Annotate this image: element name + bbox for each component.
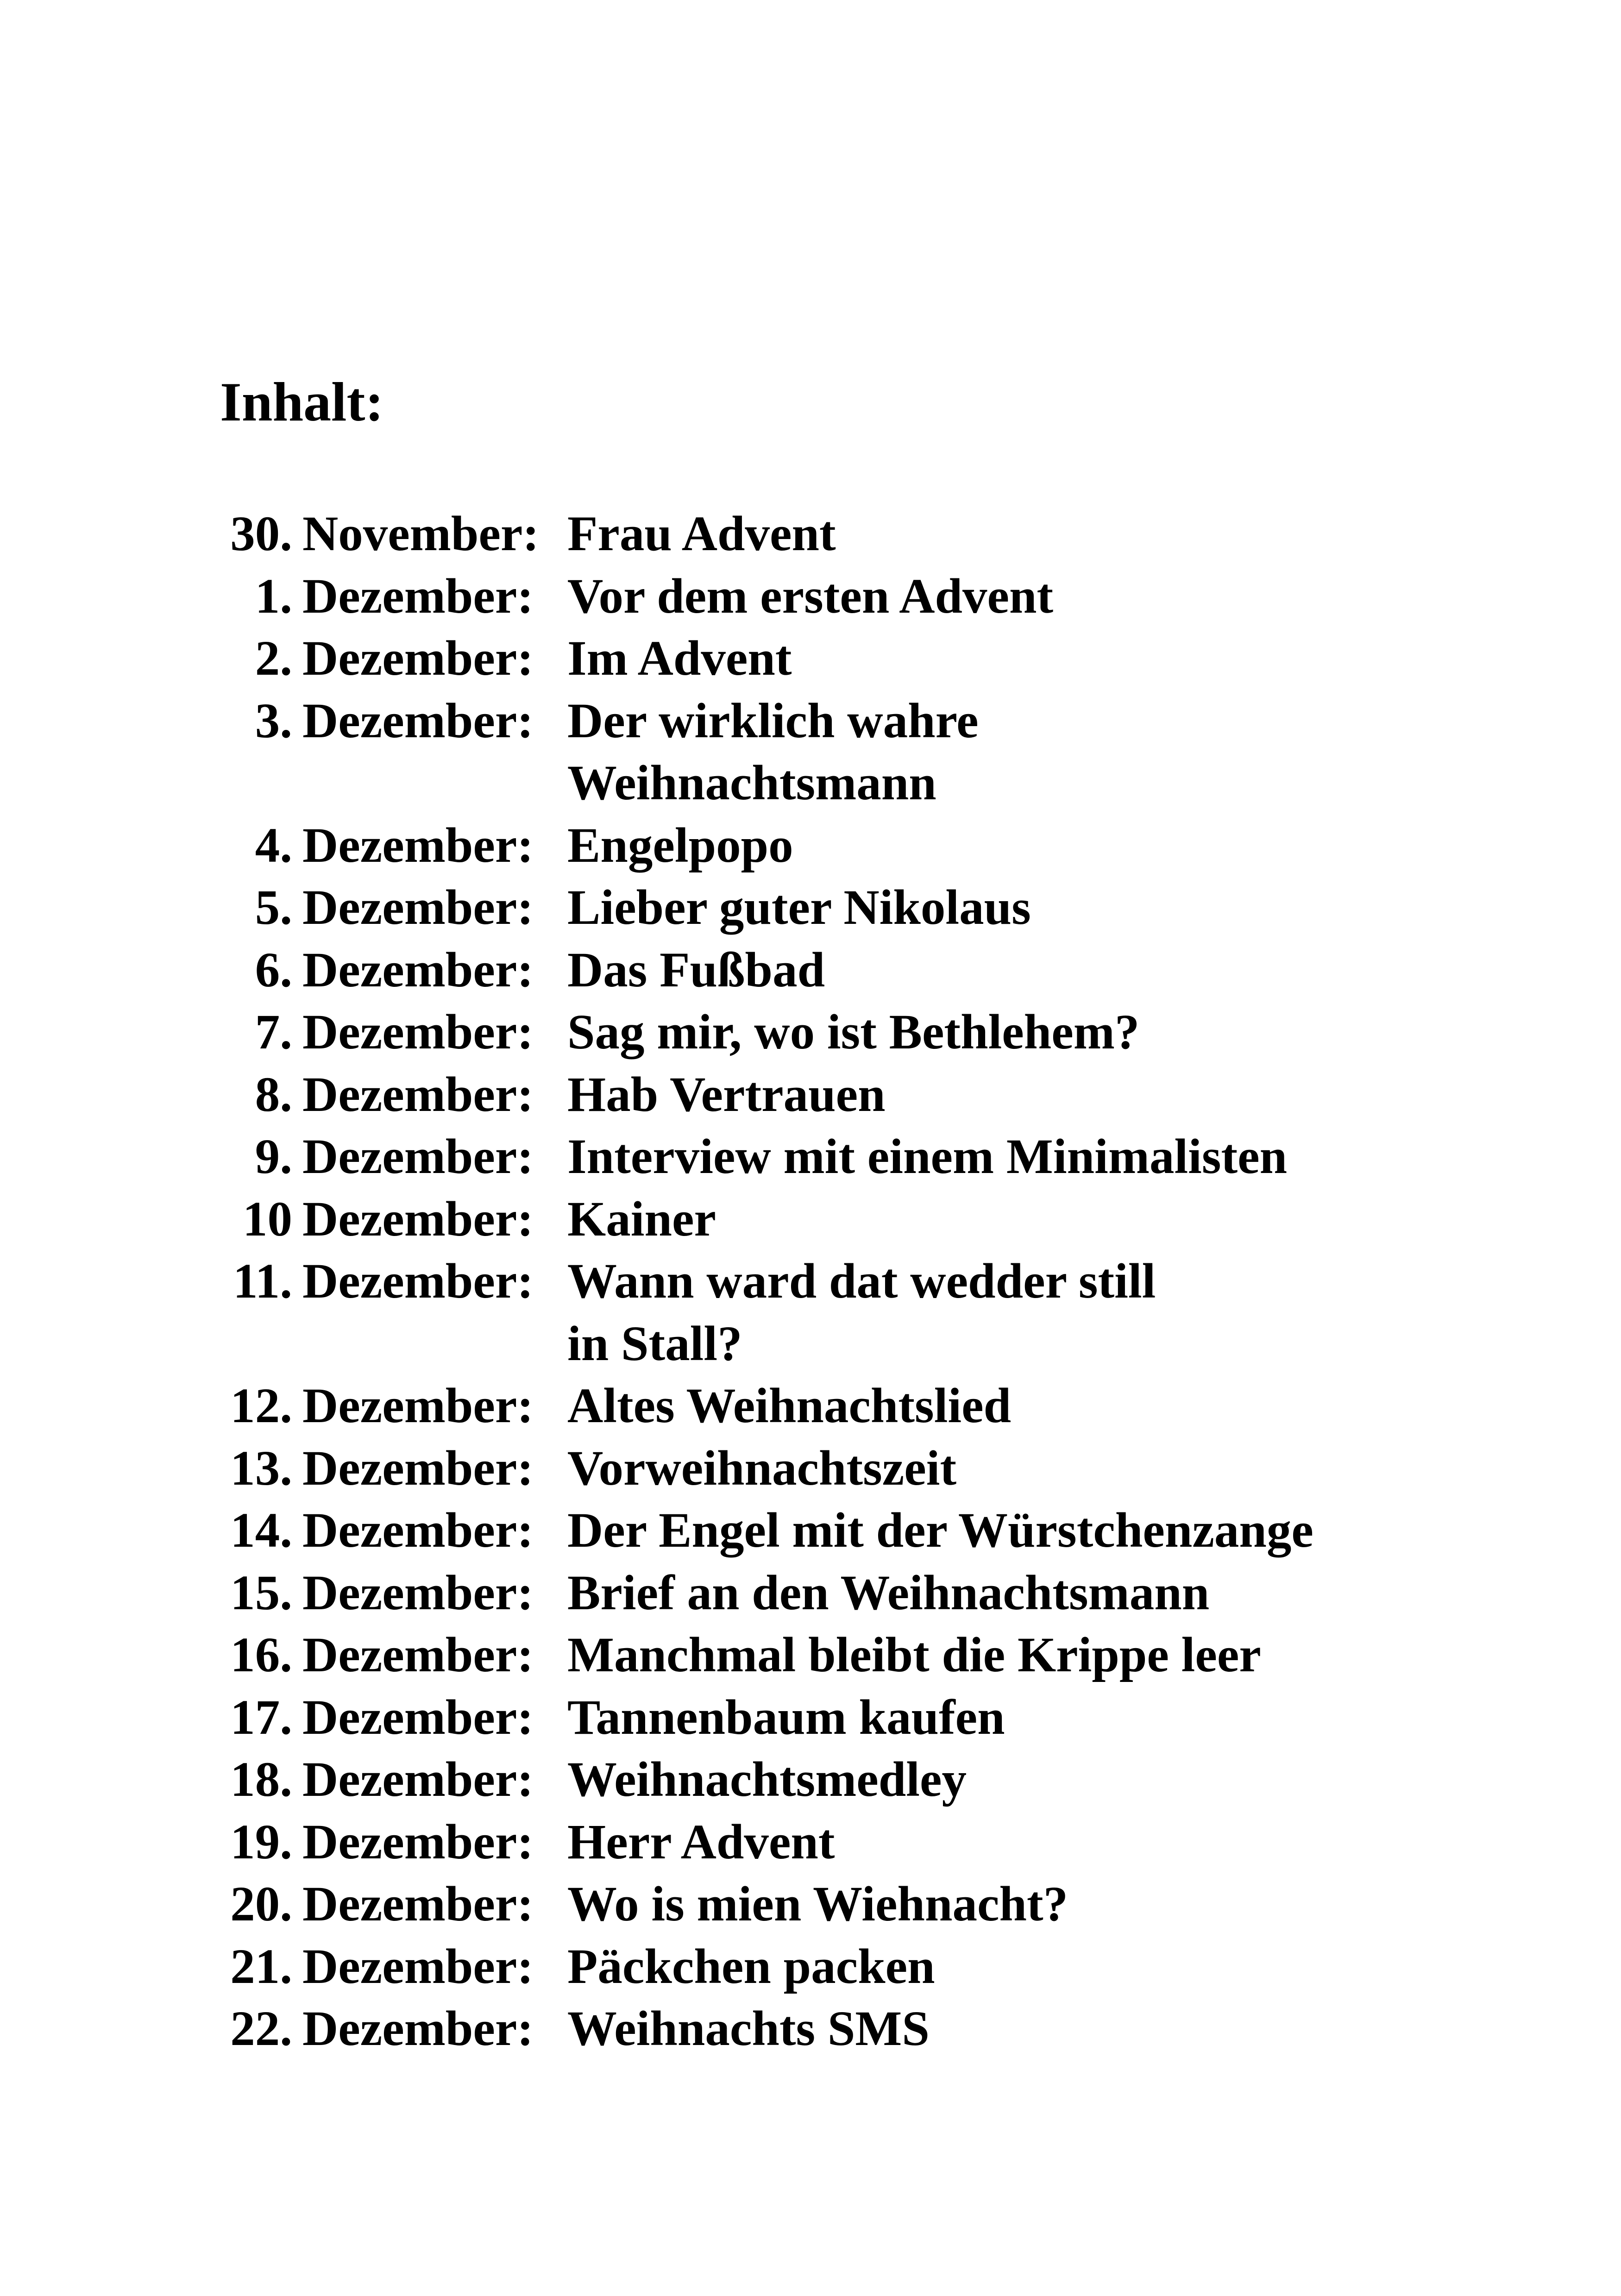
toc-entry bbox=[220, 815, 1313, 877]
toc-entry-number: 8. bbox=[255, 1067, 292, 1122]
toc-entry-title-line: Im Advent bbox=[567, 631, 792, 686]
toc-entry bbox=[220, 1437, 1313, 1500]
toc-entry-month: Dezember: bbox=[302, 880, 534, 935]
toc-entry-title-line: Brief an den Weihnachtsmann bbox=[567, 1565, 1210, 1620]
toc-entry-number: 13. bbox=[230, 1441, 292, 1496]
toc-entry bbox=[220, 565, 1313, 628]
toc-entry-title bbox=[567, 627, 792, 690]
toc-entry-month: Dezember: bbox=[302, 631, 534, 686]
toc-entry bbox=[220, 1873, 1313, 1936]
toc-entry-title-line: Sag mir, wo ist Bethlehem? bbox=[567, 1005, 1140, 1060]
toc-entry-number: 20. bbox=[230, 1877, 292, 1932]
toc-entry-month: Dezember: bbox=[302, 818, 534, 873]
toc-entry-title-line: Der wirklich wahre bbox=[567, 693, 979, 748]
table-of-contents bbox=[220, 503, 1313, 2060]
toc-entry-month: Dezember: bbox=[302, 1565, 534, 1620]
toc-entry-number: 14. bbox=[230, 1503, 292, 1558]
toc-entry-title-line: Weihnachtsmann bbox=[567, 756, 936, 810]
toc-entry-title-line: Vorweihnachtszeit bbox=[567, 1441, 957, 1496]
toc-entry-title bbox=[567, 939, 825, 1002]
toc-entry bbox=[220, 1811, 1313, 1874]
toc-entry-number: 10 bbox=[243, 1192, 292, 1247]
toc-entry-month: Dezember: bbox=[302, 1628, 534, 1682]
toc-entry-number: 18. bbox=[230, 1752, 292, 1807]
toc-entry-title bbox=[567, 815, 793, 877]
toc-entry-month: Dezember: bbox=[302, 1877, 534, 1932]
toc-entry-title-line: Das Fußbad bbox=[567, 942, 825, 997]
toc-entry-number: 15. bbox=[230, 1565, 292, 1620]
toc-entry-title-line: Altes Weihnachtslied bbox=[567, 1379, 1012, 1433]
toc-entry bbox=[220, 1499, 1313, 1562]
toc-entry-number: 19. bbox=[230, 1814, 292, 1869]
toc-entry-title-line: Lieber guter Nikolaus bbox=[567, 880, 1031, 935]
toc-entry-month: Dezember: bbox=[302, 1441, 534, 1496]
toc-entry-title bbox=[567, 1437, 956, 1500]
toc-entry-number: 17. bbox=[230, 1690, 292, 1745]
toc-entry bbox=[220, 627, 1313, 690]
toc-entry-title bbox=[567, 1250, 1156, 1375]
toc-entry-month: Dezember: bbox=[302, 1254, 534, 1309]
toc-entry-number: 16. bbox=[230, 1628, 292, 1682]
toc-entry-title-line: Wo is mien Wiehnacht? bbox=[567, 1877, 1068, 1932]
toc-entry-title bbox=[567, 1064, 886, 1126]
toc-entry-month: Dezember: bbox=[302, 1379, 534, 1433]
toc-entry bbox=[220, 1188, 1313, 1251]
toc-entry bbox=[220, 1624, 1313, 1687]
toc-entry-number: 22. bbox=[230, 2001, 292, 2056]
toc-entry-month: Dezember: bbox=[302, 1005, 534, 1060]
toc-entry-title-line: Weihnachtsmedley bbox=[567, 1752, 967, 1807]
toc-entry bbox=[220, 1749, 1313, 1811]
toc-entry bbox=[220, 1375, 1313, 1437]
toc-entry-month: Dezember: bbox=[302, 569, 534, 624]
toc-entry-title-line: Wann ward dat wedder still bbox=[567, 1254, 1156, 1309]
toc-entry-title bbox=[567, 1998, 930, 2060]
toc-entry bbox=[220, 1936, 1313, 1998]
toc-entry bbox=[220, 1998, 1313, 2060]
page-title: Inhalt: bbox=[220, 371, 384, 433]
toc-entry-month: Dezember: bbox=[302, 1067, 534, 1122]
toc-entry-title bbox=[567, 503, 836, 565]
toc-entry-title-line: Herr Advent bbox=[567, 1814, 835, 1869]
toc-entry-title bbox=[567, 1562, 1209, 1625]
toc-entry-title bbox=[567, 1624, 1261, 1687]
toc-entry-month: Dezember: bbox=[302, 1129, 534, 1184]
toc-entry bbox=[220, 1562, 1313, 1625]
toc-entry-title-line: Vor dem ersten Advent bbox=[567, 569, 1054, 624]
toc-entry-number: 9. bbox=[255, 1129, 292, 1184]
toc-entry bbox=[220, 690, 1313, 815]
toc-entry-month: Dezember: bbox=[302, 1814, 534, 1869]
toc-entry-title-line: Der Engel mit der Würstchenzange bbox=[567, 1503, 1313, 1558]
toc-entry-month: Dezember: bbox=[302, 1690, 534, 1745]
toc-entry bbox=[220, 503, 1313, 565]
toc-entry-title-line: Weihnachts SMS bbox=[567, 2001, 930, 2056]
toc-entry-title bbox=[567, 877, 1031, 939]
toc-entry-number: 4. bbox=[255, 818, 292, 873]
toc-entry-title-line: Kainer bbox=[567, 1192, 716, 1247]
toc-entry-number: 6. bbox=[255, 942, 292, 997]
toc-entry-month: Dezember: bbox=[302, 1192, 534, 1247]
toc-entry-title bbox=[567, 1936, 935, 1998]
toc-entry-month: November: bbox=[302, 507, 540, 561]
toc-entry-number: 5. bbox=[255, 880, 292, 935]
toc-entry-month: Dezember: bbox=[302, 1752, 534, 1807]
toc-entry-title-line: Tannenbaum kaufen bbox=[567, 1690, 1005, 1745]
toc-entry-title bbox=[567, 1811, 835, 1874]
toc-entry bbox=[220, 1064, 1313, 1126]
toc-entry-number: 11. bbox=[233, 1254, 292, 1309]
toc-entry bbox=[220, 939, 1313, 1002]
toc-entry-title-line: Manchmal bleibt die Krippe leer bbox=[567, 1628, 1261, 1682]
toc-entry-title-line: Engelpopo bbox=[567, 818, 793, 873]
toc-entry-title bbox=[567, 1375, 1011, 1437]
toc-entry-title-line: in Stall? bbox=[567, 1316, 742, 1371]
toc-entry-month: Dezember: bbox=[302, 1939, 534, 1994]
toc-entry-title bbox=[567, 565, 1053, 628]
toc-entry-number: 3. bbox=[255, 693, 292, 748]
toc-entry bbox=[220, 1687, 1313, 1749]
toc-entry-title bbox=[567, 1126, 1287, 1188]
toc-entry-title bbox=[567, 1188, 716, 1251]
toc-entry bbox=[220, 1126, 1313, 1188]
toc-entry-title bbox=[567, 1873, 1068, 1936]
toc-entry bbox=[220, 877, 1313, 939]
toc-entry bbox=[220, 1250, 1313, 1375]
toc-entry-month: Dezember: bbox=[302, 1503, 534, 1558]
toc-entry-title-line: Hab Vertrauen bbox=[567, 1067, 886, 1122]
toc-entry-number: 12. bbox=[230, 1379, 292, 1433]
toc-entry-title bbox=[567, 1749, 967, 1811]
toc-entry bbox=[220, 1001, 1313, 1064]
toc-entry-month: Dezember: bbox=[302, 942, 534, 997]
toc-entry-number: 7. bbox=[255, 1005, 292, 1060]
toc-entry-number: 30. bbox=[230, 507, 292, 561]
toc-entry-number: 21. bbox=[230, 1939, 292, 1994]
toc-entry-title-line: Päckchen packen bbox=[567, 1939, 935, 1994]
toc-entry-title bbox=[567, 1001, 1139, 1064]
toc-entry-month: Dezember: bbox=[302, 693, 534, 748]
toc-entry-title-line: Frau Advent bbox=[567, 507, 836, 561]
toc-entry-title bbox=[567, 1499, 1313, 1562]
toc-entry-title-line: Interview mit einem Minimalisten bbox=[567, 1129, 1288, 1184]
toc-entry-title bbox=[567, 690, 979, 815]
toc-entry-number: 2. bbox=[255, 631, 292, 686]
toc-entry-title bbox=[567, 1687, 1005, 1749]
toc-entry-number: 1. bbox=[255, 569, 292, 624]
toc-entry-month: Dezember: bbox=[302, 2001, 534, 2056]
